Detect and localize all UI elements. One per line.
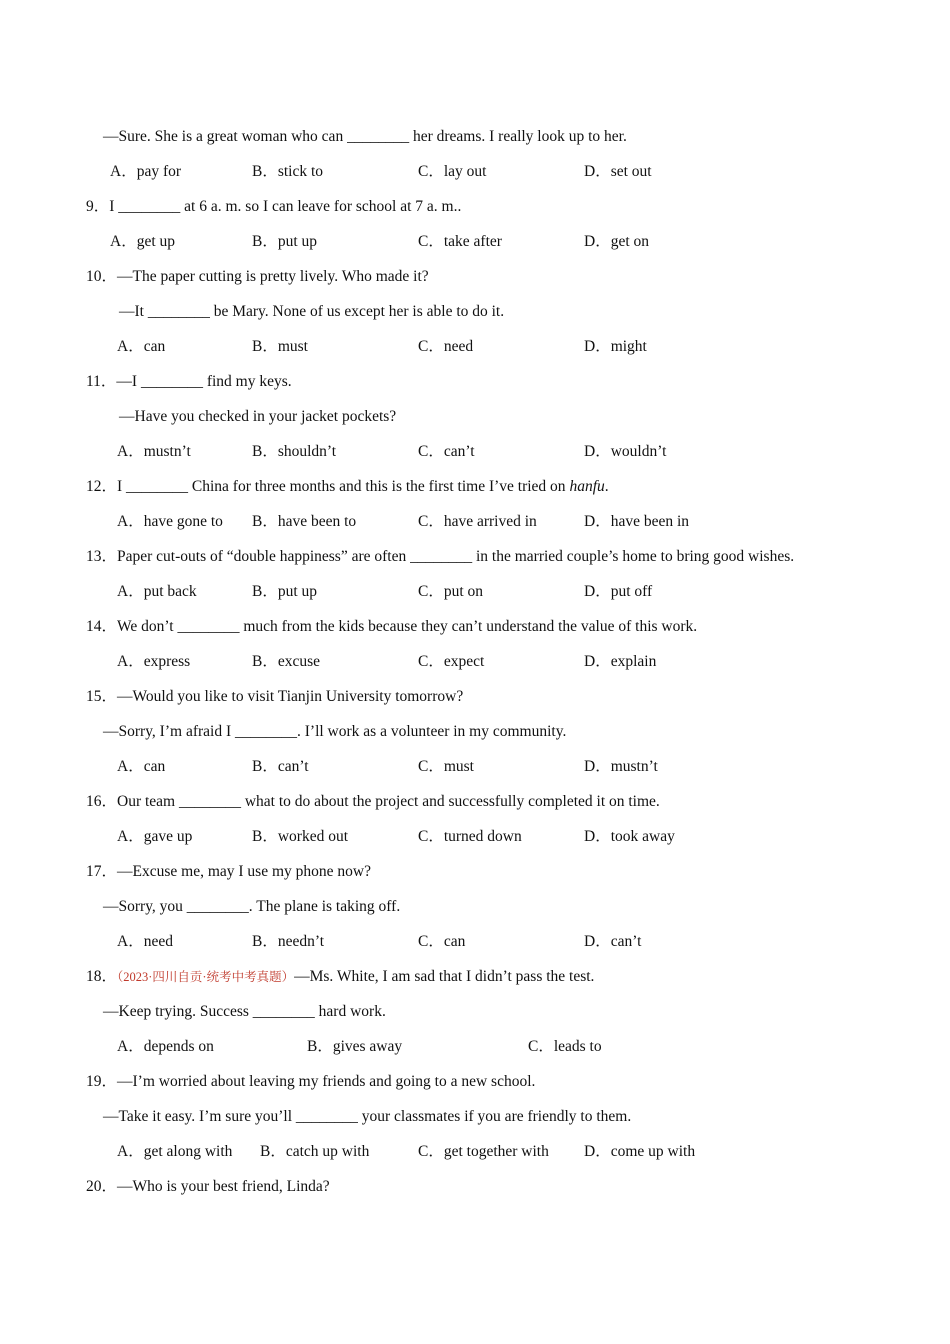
question-14-option-a: A．express [117,653,191,670]
question-14-option-d: D．explain [584,653,657,670]
question-19-option-a: A．get along with [117,1143,233,1160]
question-17-option-a: A．need [117,933,173,950]
question-11-option-c: C．can’t [418,443,475,460]
question-19-option-d: D．come up with [584,1143,696,1160]
question-12-stem-end: . [604,478,609,495]
question-18-number: 18． [86,968,118,985]
question-17-stem: 17．—Excuse me, may I use my phone now? [86,863,371,880]
question-8-option-a: A．pay for [110,163,182,180]
question-11-option-d: D．wouldn’t [584,443,667,460]
question-14-option-b: B．excuse [252,653,321,670]
question-15-stem: 15．—Would you like to visit Tianjin University tomorrow? [86,688,464,705]
question-8-option-c: C．lay out [418,163,487,180]
question-18-line-2: —Keep trying. Success ________ hard work. [103,1003,386,1020]
question-14-stem: 14．We don’t ________ much from the kids because they can’t understand the value of this work. [86,618,698,635]
question-9-option-c: C．take after [418,233,502,250]
question-15-option-d: D．mustn’t [584,758,658,775]
question-19-stem: 19．—I’m worried about leaving my friends and going to a new school. [86,1073,536,1090]
question-11-stem: 11．—I ________ find my keys. [86,373,292,390]
question-17-option-c: C．can [418,933,466,950]
question-11-line-2: —Have you checked in your jacket pockets? [119,408,397,425]
question-15-option-b: B．can’t [252,758,309,775]
question-15-line-2: —Sorry, I’m afraid I ________. I’ll work as a volunteer in my community. [103,723,567,740]
question-13-option-d: D．put off [584,583,653,600]
question-18-option-c: C．leads to [528,1038,602,1055]
question-10-option-a: A．can [117,338,166,355]
question-10-stem: 10．—The paper cutting is pretty lively. Who made it? [86,268,429,285]
question-18-text: —Ms. White, I am sad that I didn’t pass the test. [294,968,595,985]
question-9-option-d: D．get on [584,233,650,250]
question-16-option-b: B．worked out [252,828,349,845]
question-15-option-a: A．can [117,758,166,775]
question-8-line: —Sure. She is a great woman who can ________ her dreams. I really look up to her. [103,128,627,145]
question-12-option-d: D．have been in [584,513,690,530]
question-8-option-b: B．stick to [252,163,324,180]
question-9-stem: 9．I ________ at 6 a. m. so I can leave for school at 7 a. m.. [86,198,462,215]
question-11-option-a: A．mustn’t [117,443,191,460]
question-13-option-b: B．put up [252,583,318,600]
question-16-option-a: A．gave up [117,828,193,845]
question-17-option-d: D．can’t [584,933,642,950]
question-15-option-c: C．must [418,758,474,775]
question-14-option-c: C．expect [418,653,485,670]
question-12-option-c: C．have arrived in [418,513,537,530]
question-12-stem [86,477,609,497]
question-13-stem: 13．Paper cut-outs of “double happiness” are often ________ in the married couple’s home to bring good wishes. [86,548,795,565]
question-10-option-d: D．might [584,338,647,355]
question-19-option-b: B．catch up with [260,1143,370,1160]
question-12-stem-text: 12．I ________ China for three months and this is the first time I’ve tried on [86,478,570,495]
question-17-line-2: —Sorry, you ________. The plane is taking off. [103,898,401,915]
question-12-option-a: A．have gone to [117,513,223,530]
question-18-source-tag: （2023·四川自贡·统考中考真题） [117,970,295,984]
question-8-option-d: D．set out [584,163,652,180]
question-18-stem [86,967,594,987]
question-17-option-b: B．needn’t [252,933,325,950]
question-12-option-b: B．have been to [252,513,357,530]
question-10-option-c: C．need [418,338,474,355]
question-16-stem: 16．Our team ________ what to do about the project and successfully completed it on time. [86,793,660,810]
question-13-option-c: C．put on [418,583,484,600]
question-20-stem: 20．—Who is your best friend, Linda? [86,1178,330,1195]
question-19-line-2: —Take it easy. I’m sure you’ll ________ your classmates if you are friendly to them. [103,1108,632,1125]
question-19-option-c: C．get together with [418,1143,549,1160]
question-12-italic-word: hanfu [569,478,605,495]
question-18-option-b: B．gives away [307,1038,403,1055]
question-10-line-2: —It ________ be Mary. None of us except her is able to do it. [119,303,505,320]
question-10-option-b: B．must [252,338,308,355]
question-16-option-d: D．took away [584,828,675,845]
question-18-option-a: A．depends on [117,1038,214,1055]
question-11-option-b: B．shouldn’t [252,443,337,460]
question-13-option-a: A．put back [117,583,197,600]
question-9-option-a: A．get up [110,233,176,250]
question-16-option-c: C．turned down [418,828,522,845]
question-9-option-b: B．put up [252,233,318,250]
